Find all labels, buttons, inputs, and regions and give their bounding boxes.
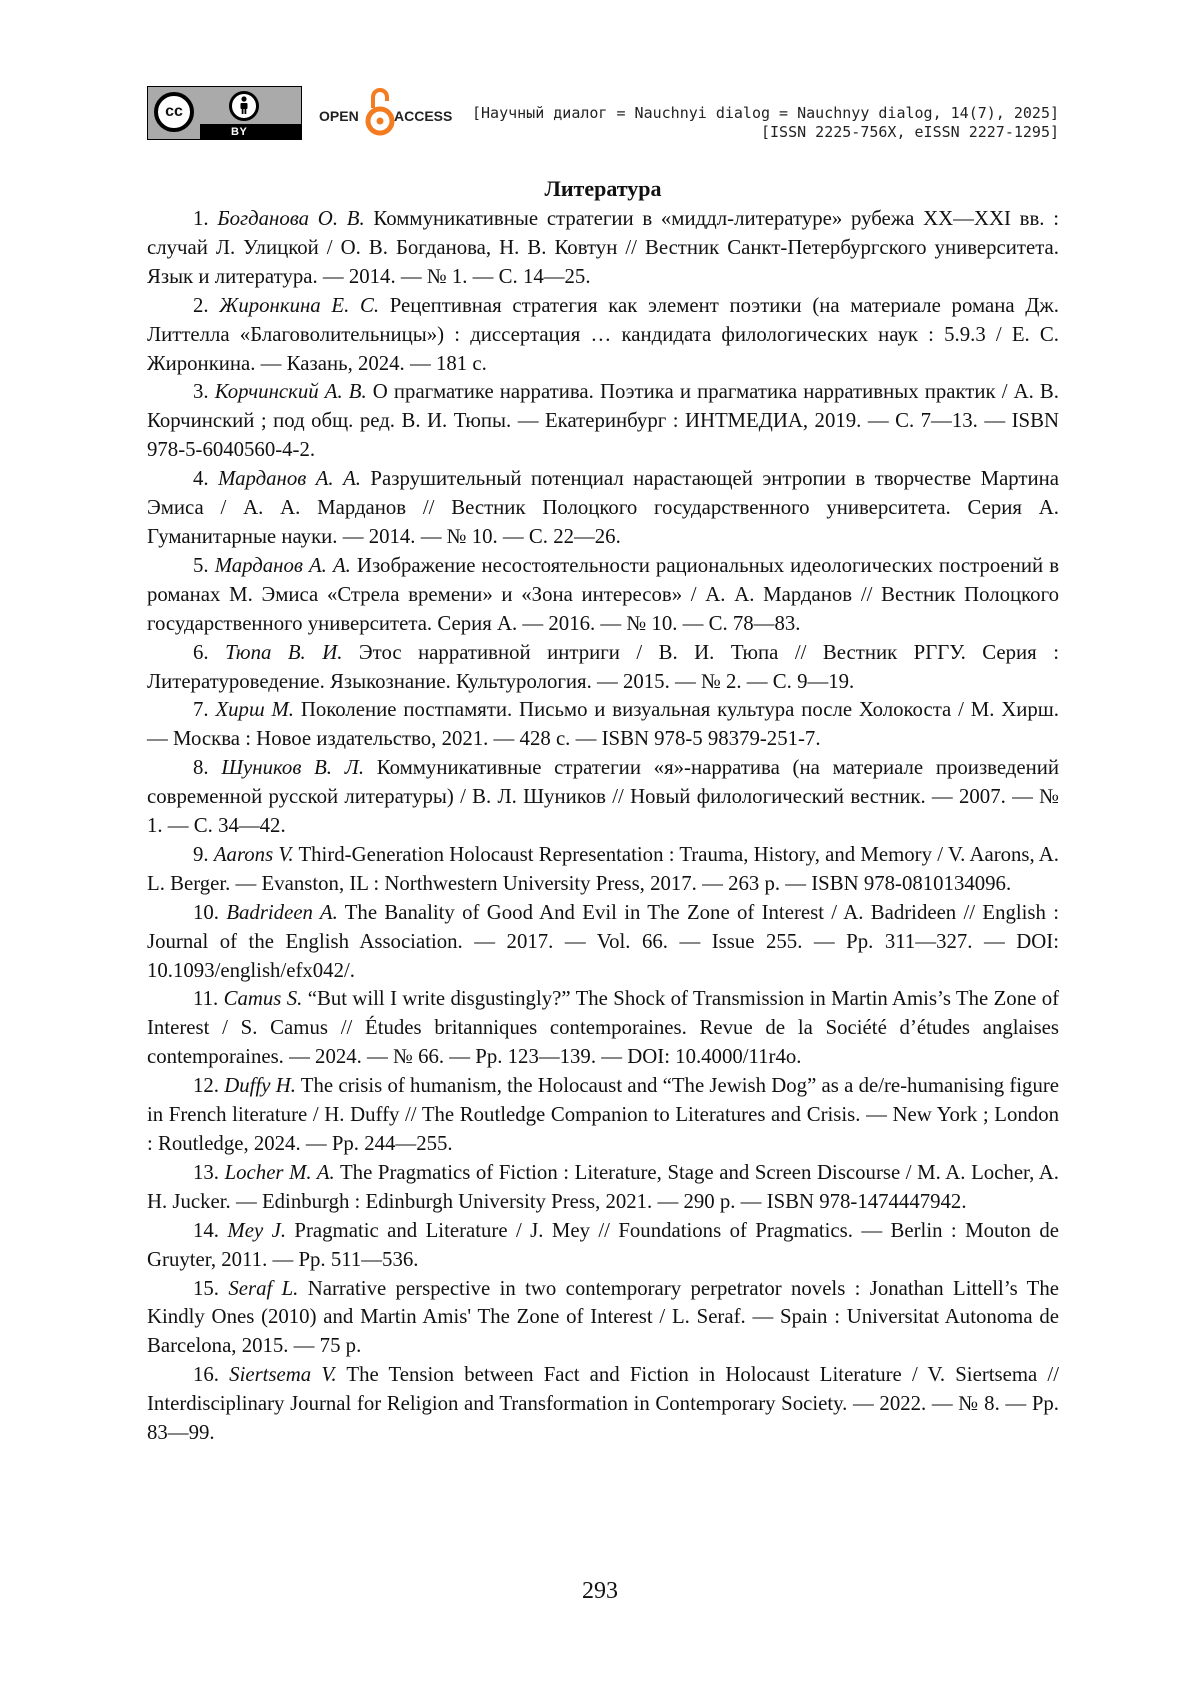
reference-item: 7. Хирш М. Поколение постпамяти. Письмо и визуальная культура после Холокоста / М. Хирш. — Москва : Новое издательство, 2021. — 428 с. — ISBN 978-5 98379-251-7. — [147, 698, 1059, 751]
reference-item: 11. Camus S. “But will I write disgustingly?” The Shock of Transmission in Martin Amis’s The Zone of Interest / S. Camus // Études britanniques contemporaines. Revue de la Société d’études anglaises contemporaines. — 2024. — № 66. — Pp. 123—139. — DOI: 10.4000/11r4o. — [147, 987, 1060, 1069]
open-label: OPEN — [319, 108, 359, 124]
reference-item: 13. Locher M. A. The Pragmatics of Fiction : Literature, Stage and Screen Discourse / M. A. Locher, A. H. Jucker. — Edinburgh : Edinburgh University Press, 2021. — 290 p. — ISBN 978-1474447942. — [147, 1160, 1060, 1213]
reference-item: 9. Aarons V. Third-Generation Holocaust Representation : Trauma, History, and Memory / V. Aarons, A. L. Berger. — Evanston, IL : Northwestern University Press, 2017. — 263 p. — ISBN 978-0810134096. — [147, 842, 1059, 895]
reference-item: 4. Марданов А. А. Разрушительный потенциал нарастающей энтропии в творчестве Мартина Эмиса / А. А. Марданов // Вестник Полоцкого государственного университета. Серия А. Гуманитарные науки. — 2014. — № 10. — С. 22—26. — [147, 467, 1059, 548]
cc-by-license-badge[interactable] — [147, 86, 302, 140]
reference-item: 5. Марданов А. А. Изображение несостоятельности рациональных идеологических построений в романах М. Эмиса «Стрела времени» и «Зона интересов» / А. А. Марданов // Вестник Полоцкого государственного университета. Серия А. — 2016. — № 10. — С. 78—83. — [147, 553, 1060, 635]
attribution-person-icon — [229, 91, 259, 121]
reference-item: 16. Siertsema V. The Tension between Fact and Fiction in Holocaust Literature / V. Siertsema // Interdisciplinary Journal for Religion and Transformation in Contemporary Society. — 2022. — № 8. — Pp. 83—99. — [147, 1363, 1059, 1445]
reference-item: 14. Mey J. Pragmatic and Literature / J. Mey // Foundations of Pragmatics. — Berlin : Mouton de Gruyter, 2011. — Pp. 511—536. — [147, 1218, 1059, 1271]
open-access-logo[interactable] — [319, 86, 469, 140]
reference-list — [147, 205, 1059, 1448]
page-number: 293 — [582, 1578, 618, 1604]
reference-item: 2. Жиронкина Е. С. Рецептивная стратегия как элемент поэтики (на материале романа Дж. Литтелла «Благоволительницы») : диссертация … кандидата филологических наук : 5.9.3 / Е. С. Жиронкина. — Казань, 2024. — 181 с. — [147, 293, 1059, 375]
journal-line-1: [Научный диалог = Nauchnyi dialog = Nauchnyy dialog, 14(7), 2025] — [472, 104, 1059, 122]
cc-icon: cc — [154, 92, 194, 132]
reference-item: 12. Duffy H. The crisis of humanism, the Holocaust and “The Jewish Dog” as a de/re-humanising figure in French literature / H. Duffy // The Routledge Companion to Literatures and Crisis. — New York ; London : Routledge, 2024. — Pp. 244—255. — [147, 1074, 1060, 1155]
reference-item: 15. Seraf L. Narrative perspective in two contemporary perpetrator novels : Jonathan Littell’s The Kindly Ones (2010) and Martin Amis' The Zone of Interest / L. Seraf. — Spain : Universitat Autonoma de Barcelona, 2015. — 75 p. — [147, 1276, 1060, 1358]
reference-item: 10. Badrideen A. The Banality of Good And Evil in The Zone of Interest / A. Badrideen // English : Journal of the English Association. — 2017. — Vol. 66. — Issue 255. — Pp. 311—327. — DOI: 10.1093/english/efx042/. — [147, 900, 1059, 982]
page-header — [147, 86, 1059, 142]
by-strip — [200, 124, 301, 139]
reference-item: 6. Тюпа В. И. Этос нарративной интриги / В. И. Тюпа // Вестник РГГУ. Серия : Литературоведение. Языкознание. Культурология. — 2015. — № 2. — С. 9—19. — [147, 640, 1060, 693]
journal-line-2: [ISSN 2225-756X, eISSN 2227-1295] — [760, 123, 1059, 141]
section-title: Литература — [544, 176, 662, 201]
journal-citation — [472, 104, 1059, 142]
by-label: BY — [231, 126, 248, 138]
reference-item: 3. Корчинский А. В. О прагматике нарратива. Поэтика и прагматика нарративных практик / А. В. Корчинский ; под общ. ред. В. И. Тюпы. — Екатеринбург : ИНТМЕДИА, 2019. — С. 7—13. — ISBN 978-5-6040560-4-2. — [147, 380, 1059, 462]
access-label: ACCESS — [394, 108, 453, 124]
reference-item: 8. Шуников В. Л. Коммуникативные стратегии «я»-нарратива (на материале произведений современной русской литературы) / В. Л. Шуников // Новый филологический вестник. — 2007. — № 1. — С. 34—42. — [147, 756, 1060, 838]
reference-item: 1. Богданова О. В. Коммуникативные стратегии в «миддл-литературе» рубежа XX—XXI вв. : случай Л. Улицкой / О. В. Богданова, Н. В. Ковтун // Вестник Санкт-Петербургского университета. Язык и литература. — 2014. — № 1. — С. 14—25. — [147, 207, 1060, 288]
open-access-lock-icon — [365, 86, 395, 140]
